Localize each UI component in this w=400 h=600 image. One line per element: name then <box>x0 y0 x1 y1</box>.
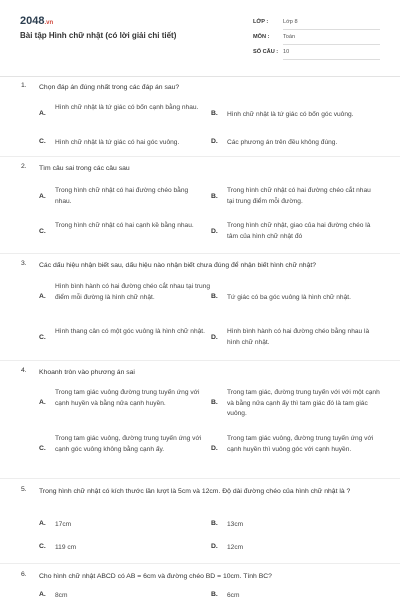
option-text: Hình thang cân có một góc vuông là hình chữ nhật. <box>55 328 205 335</box>
option-text: Trong hình chữ nhật có hai cạnh kề bằng nhau. <box>55 222 194 229</box>
option-text: Tứ giác có ba góc vuông là hình chữ nhật. <box>227 294 351 301</box>
option-letter: B. <box>211 193 218 200</box>
meta-class <box>253 16 380 30</box>
question-number: 1. <box>21 82 27 89</box>
q6-option-a[interactable] <box>39 591 209 600</box>
meta-class-value: Lớp 8 <box>283 19 380 30</box>
option-text: Các phương án trên đều không đúng. <box>227 139 338 146</box>
question-divider <box>0 563 400 564</box>
question-text: Trong hình chữ nhật có kích thước lần lượt là 5cm và 12cm. Độ dài đường chéo của hình chữ nhật là ? <box>39 488 351 495</box>
q4-option-b[interactable] <box>211 388 381 422</box>
option-text: Trong tam giác vuông, đường trung tuyến ứng với cạnh góc vuông không bằng cạnh ấy. <box>55 435 202 453</box>
q4-option-c[interactable] <box>39 434 209 468</box>
worksheet-header <box>0 0 400 76</box>
q1-option-c[interactable] <box>39 138 209 150</box>
question-divider <box>0 253 400 254</box>
option-letter: B. <box>211 293 218 300</box>
option-letter: A. <box>39 591 46 598</box>
option-text: Hình chữ nhật là tứ giác có bốn góc vuông. <box>227 111 354 118</box>
option-letter: B. <box>211 399 218 406</box>
question-text: Khoanh tròn vào phương án sai <box>39 369 135 376</box>
question-divider <box>0 478 400 479</box>
q1-option-a[interactable] <box>39 103 209 127</box>
option-letter: A. <box>39 399 46 406</box>
question-text: Chọn đáp án đúng nhất trong các đáp án sau? <box>39 84 180 91</box>
option-letter: D. <box>211 334 218 341</box>
option-letter: C. <box>39 334 46 341</box>
q1-option-d[interactable] <box>211 138 381 150</box>
option-text: Trong hình chữ nhật, giao của hai đường chéo là tâm của hình chữ nhật đó <box>227 222 371 240</box>
question-number: 2. <box>21 163 27 170</box>
question-divider <box>0 156 400 157</box>
option-text: Trong hình chữ nhật có hai đường chéo cắt nhau tại trung điểm mỗi đường. <box>227 187 371 205</box>
option-text: Hình bình hành có hai đường chéo bằng nhau là hình chữ nhật. <box>227 328 370 346</box>
question-text: Cho hình chữ nhật ABCD có AB = 6cm và đường chéo BD = 10cm. Tính BC? <box>39 573 272 580</box>
q6-option-b[interactable] <box>211 591 381 600</box>
logo-main: 2048 <box>20 15 45 27</box>
option-text: Hình bình hành có hai đường chéo cắt nhau tại trung điểm mỗi đường là hình chữ nhật. <box>55 283 211 301</box>
logo-suffix: .vn <box>44 20 54 26</box>
option-text: 12cm <box>227 544 244 551</box>
q5-option-a[interactable] <box>39 520 209 532</box>
q5-option-d[interactable] <box>211 543 381 555</box>
option-letter: C. <box>39 228 46 235</box>
q2-option-c[interactable] <box>39 221 209 245</box>
option-letter: D. <box>211 445 218 452</box>
q4-option-d[interactable] <box>211 434 381 468</box>
q2-option-d[interactable] <box>211 221 381 245</box>
q5-option-b[interactable] <box>211 520 381 532</box>
q3-option-c[interactable] <box>39 327 209 351</box>
meta-count <box>253 46 380 60</box>
option-text: 6cm <box>227 592 240 599</box>
site-logo[interactable] <box>20 15 53 27</box>
option-letter: D. <box>211 228 218 235</box>
q1-option-b[interactable] <box>211 103 381 127</box>
meta-count-key: SỐ CÂU : <box>253 49 279 55</box>
option-letter: A. <box>39 520 46 527</box>
question-number: 3. <box>21 260 27 267</box>
page-title: Bài tập Hình chữ nhật (có lời giải chi tiết) <box>20 31 177 40</box>
question-number: 4. <box>21 367 27 374</box>
meta-subject-key: MÔN : <box>253 34 270 40</box>
q2-option-b[interactable] <box>211 186 381 210</box>
option-text: 17cm <box>55 521 72 528</box>
question-divider <box>0 360 400 361</box>
option-text: Trong hình chữ nhật có hai đường chéo bằng nhau. <box>55 187 189 205</box>
q5-option-c[interactable] <box>39 543 209 555</box>
option-text: Trong tam giác, đường trung tuyến với với một cạnh và bằng nửa cạnh ấy thì tam giác đó là tam giác vuông. <box>227 389 380 417</box>
option-letter: A. <box>39 110 46 117</box>
option-letter: C. <box>39 138 46 145</box>
option-letter: A. <box>39 293 46 300</box>
option-text: Trong tam giác vuông đường trung tuyến ứng với cạnh huyền và bằng nửa cạnh huyền. <box>55 389 200 407</box>
q2-option-a[interactable] <box>39 186 209 210</box>
option-text: 8cm <box>55 592 68 599</box>
option-letter: C. <box>39 543 46 550</box>
question-number: 5. <box>21 486 27 493</box>
option-letter: C. <box>39 445 46 452</box>
option-text: Trong tam giác vuông, đường trung tuyến ứng với cạnh huyền thì vuông góc với cạnh huyền. <box>227 435 374 453</box>
meta-subject-value: Toán <box>283 34 380 45</box>
question-number: 6. <box>21 571 27 578</box>
option-letter: D. <box>211 138 218 145</box>
option-text: Hình chữ nhật là tứ giác có hai góc vuông. <box>55 139 180 146</box>
question-text: Các dấu hiệu nhận biết sau, dấu hiệu nào nhận biết chưa đúng để nhận biết hình chữ nhật? <box>39 262 317 269</box>
option-letter: D. <box>211 543 218 550</box>
q4-option-a[interactable] <box>39 388 209 422</box>
option-text: 13cm <box>227 521 244 528</box>
meta-subject <box>253 31 380 45</box>
option-letter: B. <box>211 591 218 598</box>
q3-option-b[interactable] <box>211 282 381 316</box>
q3-option-a[interactable] <box>39 282 209 316</box>
option-letter: B. <box>211 520 218 527</box>
q3-option-d[interactable] <box>211 327 381 351</box>
option-text: Hình chữ nhật là tứ giác có bốn cạnh bằng nhau. <box>55 104 199 111</box>
header-divider <box>0 76 400 77</box>
option-letter: A. <box>39 193 46 200</box>
option-text: 119 cm <box>55 544 77 551</box>
meta-count-value: 10 <box>283 49 380 60</box>
meta-class-key: LỚP : <box>253 19 269 25</box>
question-text: Tìm câu sai trong các câu sau <box>39 165 130 172</box>
option-letter: B. <box>211 110 218 117</box>
